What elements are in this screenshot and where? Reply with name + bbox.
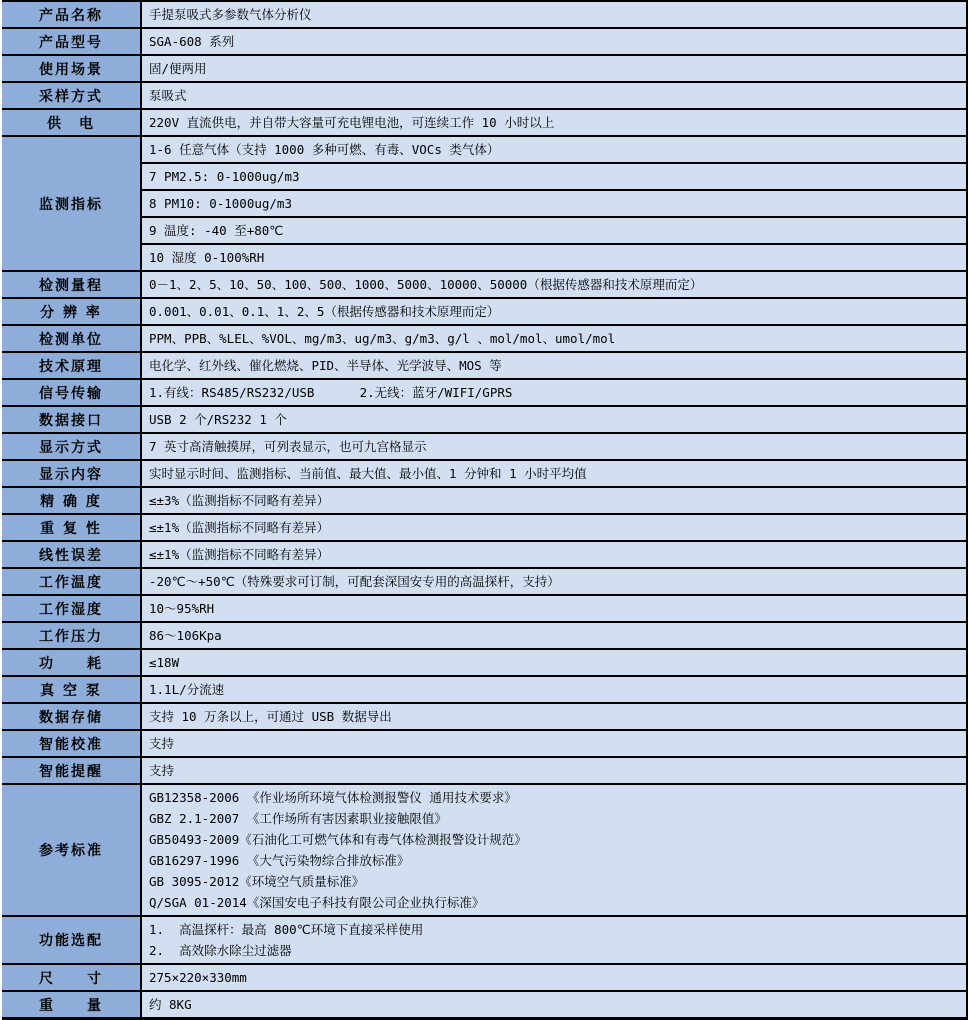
spec-row [2,917,966,965]
spec-label: 技术原理 [2,353,142,378]
spec-row [2,515,966,542]
spec-label: 参考标准 [2,785,142,915]
spec-value-cell [142,917,966,963]
spec-row [2,380,966,407]
spec-row [2,110,966,137]
spec-row [2,353,966,380]
spec-value-cell [142,965,966,990]
spec-value: 220V 直流供电，并自带大容量可充电锂电池，可连续工作 10 小时以上 [149,115,555,130]
spec-label: 数据接口 [2,407,142,432]
spec-label: 真 空 泵 [2,677,142,702]
spec-value-line: GB50493-2009《石油化工可燃气体和有毒气体检测报警设计规范》 [149,832,527,847]
spec-row [2,326,966,353]
spec-label: 重 复 性 [2,515,142,540]
spec-row [2,677,966,704]
spec-value: 0.001、0.01、0.1、1、2、5（根据传感器和技术原理而定） [149,304,500,319]
spec-value: 泵吸式 [149,88,187,103]
spec-value: 1.1L/分流速 [149,682,225,697]
spec-label: 智能校准 [2,731,142,756]
spec-row [2,758,966,785]
spec-value-line: Q/SGA 01-2014《深国安电子科技有限公司企业执行标准》 [149,895,485,910]
spec-row [2,434,966,461]
spec-row [2,29,966,56]
spec-value-cell [142,677,966,702]
spec-row [2,731,966,758]
spec-label: 使用场景 [2,56,142,81]
spec-value-cell [142,758,966,783]
spec-row [2,272,966,299]
spec-value-line: GBZ 2.1-2007 《工作场所有害因素职业接触限值》 [149,811,447,826]
spec-value-cell [142,407,966,432]
spec-label: 检测单位 [2,326,142,351]
spec-value-line: 8 PM10: 0-1000ug/m3 [142,191,966,218]
spec-value: 86～106Kpa [149,628,222,643]
spec-value-cell [142,137,966,270]
spec-value-cell [142,56,966,81]
product-spec-table [2,0,968,1020]
spec-value: ≤±1%（监测指标不同略有差异） [149,520,330,535]
spec-value-line: 7 PM2.5: 0-1000ug/m3 [142,164,966,191]
spec-value-cell [142,542,966,567]
spec-value-cell [142,731,966,756]
spec-label: 供 电 [2,110,142,135]
spec-row [2,596,966,623]
spec-value-line: 9 温度: -40 至+80℃ [142,218,966,245]
spec-label: 产品名称 [2,2,142,27]
spec-label: 检测量程 [2,272,142,297]
spec-row [2,623,966,650]
spec-row [2,488,966,515]
spec-row [2,407,966,434]
spec-value-cell [142,110,966,135]
spec-value-cell [142,461,966,486]
spec-value-cell [142,434,966,459]
spec-label: 重 量 [2,992,142,1017]
spec-row [2,2,966,29]
spec-value: 10～95%RH [149,601,215,616]
spec-value: PPM、PPB、%LEL、%VOL、mg/m3、ug/m3、g/m3、g/l 、mol/mol、umol/mol [149,331,616,346]
spec-value-cell [142,299,966,324]
spec-value: 手提泵吸式多参数气体分析仪 [149,7,312,22]
spec-value: 固/便两用 [149,61,207,76]
spec-value: -20℃～+50℃（特殊要求可订制，可配套深国安专用的高温探杆，支持） [149,574,560,589]
spec-value-cell [142,569,966,594]
spec-label: 精 确 度 [2,488,142,513]
spec-value: ≤±3%（监测指标不同略有差异） [149,493,330,508]
spec-value-line: GB 3095-2012《环境空气质量标准》 [149,874,365,889]
spec-row [2,83,966,110]
spec-value-cell [142,326,966,351]
spec-value: 275×220×330mm [149,970,247,985]
spec-label: 显示方式 [2,434,142,459]
spec-label: 工作温度 [2,569,142,594]
spec-row [2,299,966,326]
spec-value-cell [142,380,966,405]
spec-value-cell [142,353,966,378]
spec-row [2,650,966,677]
spec-value: 0－1、2、5、10、50、100、500、1000、5000、10000、50000（根据传感器和技术原理而定） [149,277,703,292]
spec-row [2,461,966,488]
spec-value-line: 1-6 任意气体（支持 1000 多种可燃、有毒、VOCs 类气体） [142,137,966,164]
spec-label: 功 耗 [2,650,142,675]
spec-value-line: 2. 高效除水除尘过滤器 [149,943,292,958]
spec-value-cell [142,29,966,54]
spec-label: 采样方式 [2,83,142,108]
spec-label: 尺 寸 [2,965,142,990]
spec-value-cell [142,785,966,915]
spec-label: 显示内容 [2,461,142,486]
spec-row [2,704,966,731]
spec-value-cell [142,83,966,108]
spec-value-cell [142,488,966,513]
spec-value-cell [142,596,966,621]
spec-value-cell [142,992,966,1017]
spec-value: 1.有线：RS485/RS232/USB 2.无线：蓝牙/WIFI/GPRS [149,385,513,400]
spec-row [2,965,966,992]
spec-value: 7 英寸高清触摸屏，可列表显示，也可九宫格显示 [149,439,427,454]
spec-value-line: 10 湿度 0-100%RH [149,250,265,265]
spec-value-line: 1. 高温探杆：最高 800℃环境下直接采样使用 [149,922,424,937]
spec-value-cell [142,2,966,27]
spec-label: 监测指标 [2,137,142,270]
spec-value: 约 8KG [149,997,192,1012]
spec-label: 信号传输 [2,380,142,405]
spec-label: 工作湿度 [2,596,142,621]
spec-label: 智能提醒 [2,758,142,783]
spec-row [2,56,966,83]
spec-label: 产品型号 [2,29,142,54]
spec-label: 工作压力 [2,623,142,648]
spec-value: ≤18W [149,655,180,670]
spec-value: 支持 [149,736,175,751]
spec-value-cell [142,623,966,648]
spec-label: 分 辨 率 [2,299,142,324]
spec-value-cell [142,272,966,297]
spec-row [2,785,966,917]
spec-label: 功能选配 [2,917,142,963]
spec-value-line: GB12358-2006 《作业场所环境气体检测报警仪 通用技术要求》 [149,790,517,805]
spec-value: ≤±1%（监测指标不同略有差异） [149,547,330,562]
spec-label: 线性误差 [2,542,142,567]
spec-value-cell [142,704,966,729]
spec-row [2,992,966,1019]
spec-value-cell [142,650,966,675]
spec-value: 支持 10 万条以上，可通过 USB 数据导出 [149,709,392,724]
spec-value: 电化学、红外线、催化燃烧、PID、半导体、光学波导、MOS 等 [149,358,502,373]
spec-value: 实时显示时间、监测指标、当前值、最大值、最小值、1 分钟和 1 小时平均值 [149,466,587,481]
spec-row [2,542,966,569]
spec-row [2,569,966,596]
spec-value: SGA-608 系列 [149,34,235,49]
spec-value: 支持 [149,763,175,778]
spec-value-line: GB16297-1996 《大气污染物综合排放标准》 [149,853,410,868]
spec-value-cell [142,515,966,540]
spec-row [2,137,966,272]
spec-label: 数据存储 [2,704,142,729]
spec-value: USB 2 个/RS232 1 个 [149,412,287,427]
